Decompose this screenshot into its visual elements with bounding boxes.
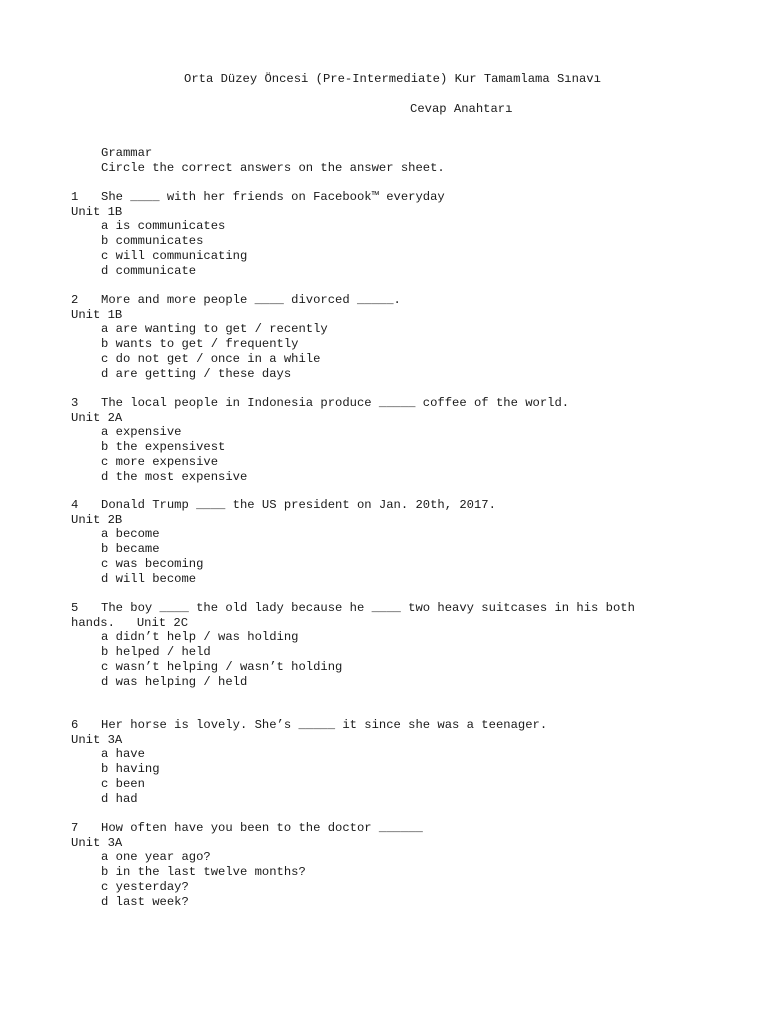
- question-unit: Unit 1B: [71, 204, 123, 219]
- question-stem: [71, 396, 671, 411]
- section-title: Grammar: [101, 146, 153, 160]
- option-a: a are wanting to get / recently: [101, 322, 328, 337]
- question-5: [71, 601, 671, 689]
- question-stem: [71, 190, 671, 205]
- option-d: d had: [101, 791, 138, 806]
- question-unit: Unit 1B: [71, 307, 123, 322]
- option-c: c was becoming: [101, 556, 204, 571]
- option-a: a expensive: [101, 425, 182, 440]
- question-1: [71, 190, 671, 278]
- option-b: b wants to get / frequently: [101, 337, 299, 352]
- question-unit: Unit 2A: [71, 410, 123, 425]
- option-c: c yesterday?: [101, 879, 189, 894]
- option-b: b became: [101, 542, 160, 557]
- section-instruction: Circle the correct answers on the answer sheet.: [101, 161, 445, 175]
- option-c: c will communicating: [101, 248, 248, 263]
- option-c: c do not get / once in a while: [101, 351, 321, 366]
- question-unit: Unit 2B: [71, 512, 123, 527]
- question-2: [71, 293, 671, 381]
- question-7: [71, 821, 671, 909]
- question-6: [71, 718, 671, 806]
- question-text: The local people in Indonesia produce _____ coffee of the world.: [101, 396, 570, 410]
- question-number: 3: [71, 396, 79, 410]
- question-number: 7: [71, 821, 79, 835]
- option-d: d are getting / these days: [101, 366, 292, 381]
- option-b: b having: [101, 762, 160, 777]
- question-unit: Unit 3A: [71, 835, 123, 850]
- question-text: Her horse is lovely. She’s _____ it since she was a teenager.: [101, 718, 548, 732]
- question-text-continued: hands.: [71, 615, 115, 630]
- question-number: 5: [71, 601, 79, 615]
- question-stem: [71, 498, 671, 513]
- question-stem: [71, 601, 671, 616]
- question-unit: Unit 3A: [71, 732, 123, 747]
- option-c: c wasn’t helping / wasn’t holding: [101, 659, 343, 674]
- question-number: 4: [71, 498, 79, 512]
- question-text: More and more people ____ divorced _____.: [101, 293, 401, 307]
- document-subtitle: Cevap Anahtarı: [410, 102, 513, 116]
- option-d: d last week?: [101, 894, 189, 909]
- option-b: b helped / held: [101, 645, 211, 660]
- question-stem-continued: [71, 616, 671, 631]
- option-a: a is communicates: [101, 219, 226, 234]
- option-b: b communicates: [101, 234, 204, 249]
- question-stem: [71, 718, 671, 733]
- option-a: a become: [101, 527, 160, 542]
- document-title: Orta Düzey Öncesi (Pre-Intermediate) Kur Tamamlama Sınavı: [184, 72, 601, 86]
- question-3: [71, 396, 671, 484]
- option-d: d communicate: [101, 263, 197, 278]
- option-c: c been: [101, 776, 145, 791]
- option-d: d will become: [101, 571, 197, 586]
- question-number: 2: [71, 293, 79, 307]
- option-d: d was helping / held: [101, 674, 248, 689]
- option-b: b the expensivest: [101, 440, 226, 455]
- question-stem: [71, 293, 671, 308]
- option-a: a didn’t help / was holding: [101, 630, 299, 645]
- option-a: a one year ago?: [101, 850, 211, 865]
- option-b: b in the last twelve months?: [101, 865, 306, 880]
- option-d: d the most expensive: [101, 469, 248, 484]
- question-text: Donald Trump ____ the US president on Jan. 20th, 2017.: [101, 498, 496, 512]
- question-number: 1: [71, 190, 79, 204]
- question-4: [71, 498, 671, 586]
- question-stem: [71, 821, 671, 836]
- option-a: a have: [101, 747, 145, 762]
- question-text: The boy ____ the old lady because he ____ two heavy suitcases in his both: [101, 601, 635, 615]
- question-unit: Unit 2C: [136, 615, 189, 630]
- option-c: c more expensive: [101, 454, 219, 469]
- question-number: 6: [71, 718, 79, 732]
- question-text: How often have you been to the doctor ______: [101, 821, 423, 835]
- question-text: She ____ with her friends on Facebook™ everyday: [101, 190, 445, 204]
